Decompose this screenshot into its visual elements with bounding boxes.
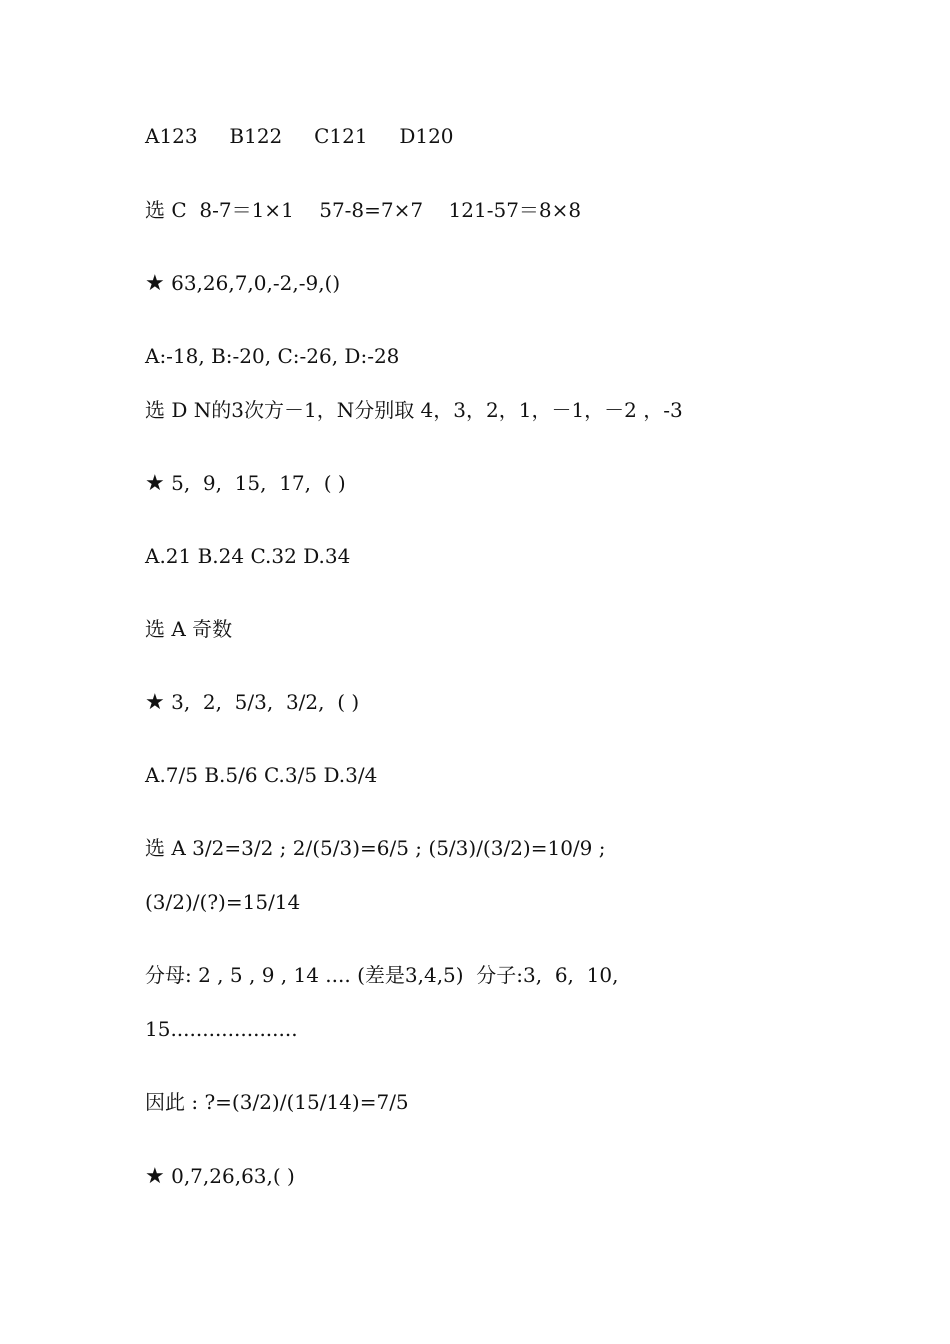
star-icon: ★ xyxy=(145,471,165,496)
question-text: 0,7,26,63,( ) xyxy=(164,1164,295,1188)
answer-line: 选 D N的3次方－1，N分别取 4，3，2，1，－1，－2 ，-3 xyxy=(145,398,683,422)
star-icon: ★ xyxy=(145,271,165,296)
options-line: A.21 B.24 C.32 D.34 xyxy=(145,544,351,568)
answer-line: 选 A 奇数 xyxy=(145,617,233,641)
options-line: A123 B122 C121 D120 xyxy=(145,124,454,148)
question-line xyxy=(145,1164,295,1189)
question-text: 3, 2, 5/3, 3/2, ( ) xyxy=(164,690,360,714)
answer-continuation-line: (3/2)/(?)=15/14 xyxy=(145,890,301,914)
explanation-line: 分母: 2 , 5 , 9 , 14 .... (差是3,4,5) 分子:3, 6, 10, xyxy=(145,963,619,987)
explanation-continuation-line: 15.................... xyxy=(145,1017,298,1041)
options-line: A:-18, B:-20, C:-26, D:-28 xyxy=(145,344,400,368)
question-text: 5, 9, 15, 17, ( ) xyxy=(164,471,346,495)
answer-line: 选 A 3/2=3/2 ; 2/(5/3)=6/5 ; (5/3)/(3/2)=10/9 ; xyxy=(145,836,606,860)
question-line xyxy=(145,271,340,296)
conclusion-line: 因此 : ?=(3/2)/(15/14)=7/5 xyxy=(145,1090,409,1114)
question-line xyxy=(145,690,359,715)
options-line: A.7/5 B.5/6 C.3/5 D.3/4 xyxy=(145,763,378,787)
answer-line: 选 C 8-7＝1×1 57-8=7×7 121-57＝8×8 xyxy=(145,198,582,222)
star-icon: ★ xyxy=(145,690,165,715)
star-icon: ★ xyxy=(145,1164,165,1189)
question-line xyxy=(145,471,346,496)
question-text: 63,26,7,0,-2,-9,() xyxy=(164,271,341,295)
